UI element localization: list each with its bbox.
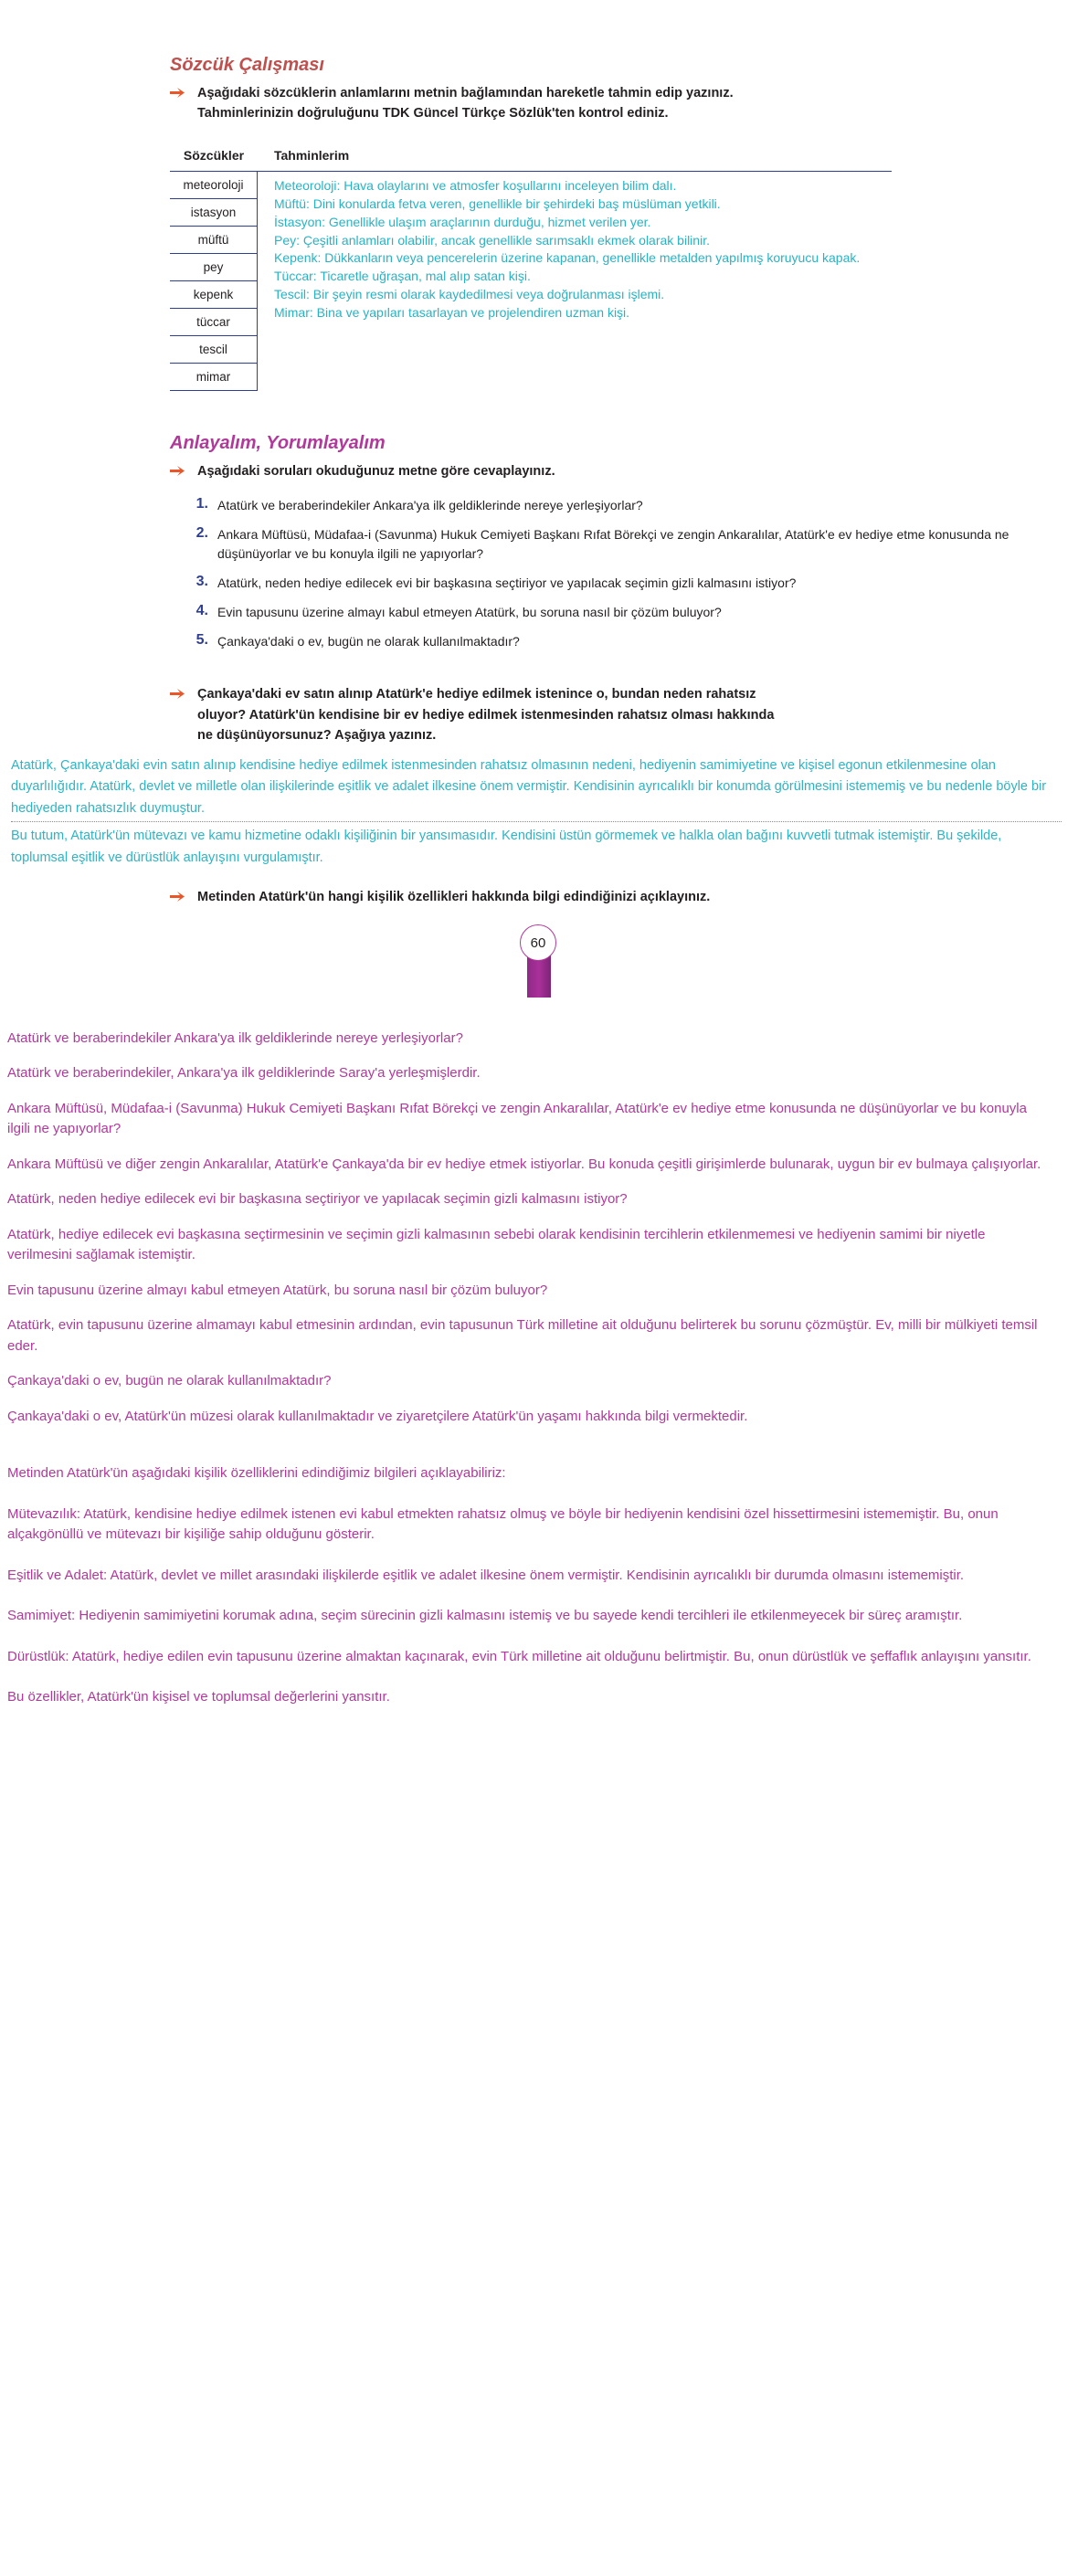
answer-text: Atatürk ve beraberindekiler, Ankara'ya ilk geldiklerinde Saray'a yerleşmişlerdir. (7, 1065, 481, 1082)
final-prompt-row (170, 887, 1078, 907)
arrow-bullet-icon (170, 891, 188, 903)
vocab-answer: Müftü: Dini konularda fetva veren, genellikle bir şehirdeki baş müslüman yetkili. (274, 195, 721, 211)
list-item (192, 496, 1078, 515)
writing-prompt-row (170, 684, 1078, 745)
vocab-word: tescil (170, 336, 257, 364)
vocab-section-heading: Sözcük Çalışması (170, 55, 324, 75)
comprehension-instruction-row (170, 461, 1078, 481)
trait-item: Dürüstlük: Atatürk, hediye edilen evin tapusunu üzerine almaktan kaçınarak, evin Türk milletine ait olduğunu belirtmiştir. Bu, onun dürüstlük ve şeffaflık anlayışını yansıtır. (7, 1648, 1031, 1664)
handwritten-answer-area[interactable] (11, 755, 1062, 869)
vocab-word: müftü (170, 227, 257, 254)
vocab-answer: İstasyon: Genellikle ulaşım araçlarının durduğu, hizmet verilen yer. (274, 214, 651, 229)
handwritten-paragraph: Atatürk, Çankaya'daki evin satın alınıp kendisine hediye edilmek istenmesinden rahatsız olmasının nedeni, hediyenin samimiyetine ve kişisel egonun etkilenmesine olan duyarlılığıdır. Atatürk, devlet ve milletle olan ilişkilerinde eşitlik ve adalet ilkesine önem vermiştir. Kendisinin ayrıcalıklı bir konumda görülmesini istememiş ve bu nedenle böyle bir hediyeden rahatsızlık duymuştur. (11, 757, 1047, 816)
comprehension-section (170, 433, 1078, 746)
vocab-word: tüccar (170, 309, 257, 336)
vocab-word: pey (170, 254, 257, 281)
vocab-answer: Kepenk: Dükkanların veya pencerelerin üzerine kapanan, genellikle metalden yapılmış koruyucu kapak. (274, 250, 861, 266)
answer-item (7, 1029, 1051, 1428)
answer-question: Ankara Müftüsü, Müdafaa-i (Savunma) Hukuk Cemiyeti Başkanı Rıfat Börekçi ve zengin Ankaralılar, Atatürk'e ev hediye etme konusunda ne düşünüyorlar ve bu konuyla ilgili ne yapıyorlar? (7, 1100, 1027, 1137)
vocab-instruction-line-1: Aşağıdaki sözcüklerin anlamlarını metnin bağlamından hareketle tahmin edip yazınız. (197, 86, 734, 100)
handwritten-paragraph: Bu tutum, Atatürk'ün mütevazı ve kamu hizmetine odaklı kişiliğinin bir yansımasıdır. Kendisini üstün görmemek ve halkla olan bağını kuvvetli tutmak istemiştir. Bu şekilde, toplumsal eşitlik ve dürüstlük anlayışını vurgulamıştır. (11, 829, 1002, 865)
vocab-word: kepenk (170, 281, 257, 309)
trait-item: Mütevazılık: Atatürk, kendisine hediye edilmek istenen evi kabul etmekten rahatsız olmuş ve böyle bir hediyenin kendisini özel hissettirmesini istememiştir. Bu, onun alçakgönüllü ve mütevazı bir kişiliğe sahip olduğunu gösterir. (7, 1505, 999, 1543)
list-item (192, 574, 1078, 593)
question-text: Evin tapusunu üzerine almayı kabul etmeyen Atatürk, bu soruna nasıl bir çözüm buluyor? (217, 605, 722, 620)
vocab-word: meteoroloji (170, 172, 257, 199)
answer-key-closing: Bu özellikler, Atatürk'ün kişisel ve toplumsal değerlerini yansıtır. (7, 1689, 390, 1705)
vocab-table-header (170, 148, 892, 172)
vocab-answer-column[interactable] (258, 172, 892, 391)
trait-item: Eşitlik ve Adalet: Atatürk, devlet ve millet arasındaki ilişkilerde eşitlik ve adalet ilkesine önem vermiştir. Kendisinin ayrıcalıklı bir durumda olmasını istememiştir. (7, 1567, 965, 1583)
vocab-word-column (170, 172, 258, 391)
answer-text: Atatürk, hediye edilecek evi başkasına seçtirmesinin ve seçimin gizli kalmasının sebebi olarak kendisinin tercihlerin etkilenmemesi ve hediyenin samimi bir niyetle verilmesini sağlamak istemiştir. (7, 1226, 986, 1263)
vocab-col-words: Sözcükler (183, 147, 245, 163)
question-number: 5. (196, 632, 208, 649)
vocab-word: mimar (170, 364, 257, 391)
list-item (192, 525, 1078, 564)
comprehension-heading: Anlayalım, Yorumlayalım (170, 432, 386, 453)
vocab-answer: Meteoroloji: Hava olaylarını ve atmosfer koşullarını inceleyen bilim dalı. (274, 177, 677, 193)
list-item (192, 603, 1078, 622)
question-number: 1. (196, 496, 208, 512)
vocab-table (170, 148, 892, 391)
vocab-word: istasyon (170, 199, 257, 227)
question-number: 2. (196, 525, 208, 542)
vocab-section (170, 55, 1078, 124)
arrow-bullet-icon (170, 688, 188, 700)
arrow-bullet-icon (170, 87, 188, 99)
page-number: 60 (520, 924, 556, 961)
vocab-answer: Pey: Çeşitli anlamları olabilir, ancak genellikle sarımsaklı ekmek olarak bilinir. (274, 232, 710, 248)
question-number: 4. (196, 603, 208, 619)
answer-text: Ankara Müftüsü ve diğer zengin Ankaralılar, Atatürk'e Çankaya'da bir ev hediye etmek istiyorlar. Bu konuda çeşitli girişimlerde bulunarak, uygun bir ev bulmaya çalışıyorlar. (7, 1156, 1041, 1172)
page-badge-bar (527, 955, 551, 998)
trait-item: Samimiyet: Hediyenin samimiyetini korumak adına, seçim sürecinin gizli kalmasını istemiş ve bu sayede kendi tercihleri ile etkilenmeyecek bir süreç aramıştır. (7, 1608, 963, 1624)
answer-question: Çankaya'daki o ev, bugün ne olarak kullanılmaktadır? (7, 1373, 332, 1389)
worksheet-scan (0, 0, 1078, 998)
arrow-bullet-icon (170, 465, 188, 477)
vocab-col-guesses: Tahminlerim (274, 147, 350, 163)
writing-line-divider (11, 821, 1062, 822)
vocab-instruction-row (170, 83, 1078, 124)
vocab-instruction-line-2: Tahminlerinizin doğruluğunu TDK Güncel Türkçe Sözlük'ten kontrol ediniz. (197, 106, 669, 121)
answer-question: Atatürk, neden hediye edilecek evi bir başkasına seçtiriyor ve yapılacak seçimin gizli kalmasını istiyor? (7, 1191, 628, 1208)
question-list (192, 496, 1078, 651)
question-number: 3. (196, 574, 208, 590)
answer-question: Evin tapusunu üzerine almayı kabul etmeyen Atatürk, bu soruna nasıl bir çözüm buluyor? (7, 1282, 548, 1298)
answer-text: Çankaya'daki o ev, Atatürk'ün müzesi olarak kullanılmaktadır ve ziyaretçilere Atatürk'ün yaşamı hakkında bilgi vermektedir. (7, 1408, 748, 1424)
page-number-badge (520, 924, 558, 998)
question-text: Ankara Müftüsü, Müdafaa-i (Savunma) Hukuk Cemiyeti Başkanı Rıfat Börekçi ve zengin Ankaralılar, Atatürk'e ev hediye etme konusunda ne düşünüyorlar ve bu konuyla ilgili ne yapıyorlar? (217, 527, 1009, 562)
answer-question: Atatürk ve beraberindekiler Ankara'ya ilk geldiklerinde nereye yerleşiyorlar? (7, 1029, 463, 1046)
question-text: Atatürk, neden hediye edilecek evi bir başkasına seçtiriyor ve yapılacak seçimin gizli kalmasını istiyor? (217, 575, 797, 591)
vocab-answer: Mimar: Bina ve yapıları tasarlayan ve projelendiren uzman kişi. (274, 305, 630, 321)
answer-text: Atatürk, evin tapusunu üzerine almamayı kabul etmesinin ardından, evin tapusunun Türk milletine ait olduğunu belirterek bu sorunu çözmüştür. Ev, milli bir mülkiyeti temsil eder. (7, 1317, 1038, 1354)
question-text: Atatürk ve beraberindekiler Ankara'ya ilk geldiklerinde nereye yerleşiyorlar? (217, 498, 643, 513)
question-text: Çankaya'daki o ev, bugün ne olarak kullanılmaktadır? (217, 634, 520, 649)
list-item (192, 632, 1078, 651)
final-prompt-text: Metinden Atatürk'ün hangi kişilik özellikleri hakkında bilgi edindiğinizi açıklayınız. (197, 890, 711, 905)
vocab-answer: Tüccar: Ticaretle uğraşan, mal alıp satan kişi. (274, 269, 531, 284)
vocab-answer: Tescil: Bir şeyin resmi olarak kaydedilmesi veya doğrulanması işlemi. (274, 287, 665, 302)
writing-prompt-text: Çankaya'daki ev satın alınıp Atatürk'e hediye edilmek istenince o, bundan neden rahatsız oluyor? Atatürk'ün kendisine bir ev hediye edilmek istenmesinden rahatsız olması hakkında ne düşünüyorsunuz? Aşağıya yazınız. (197, 687, 775, 744)
traits-lead: Metinden Atatürk'ün aşağıdaki kişilik özelliklerini edindiğimiz bilgileri açıklayabiliriz: (7, 1465, 506, 1482)
answer-key (0, 998, 1078, 1745)
comprehension-instruction: Aşağıdaki soruları okuduğunuz metne göre cevaplayınız. (197, 463, 555, 479)
